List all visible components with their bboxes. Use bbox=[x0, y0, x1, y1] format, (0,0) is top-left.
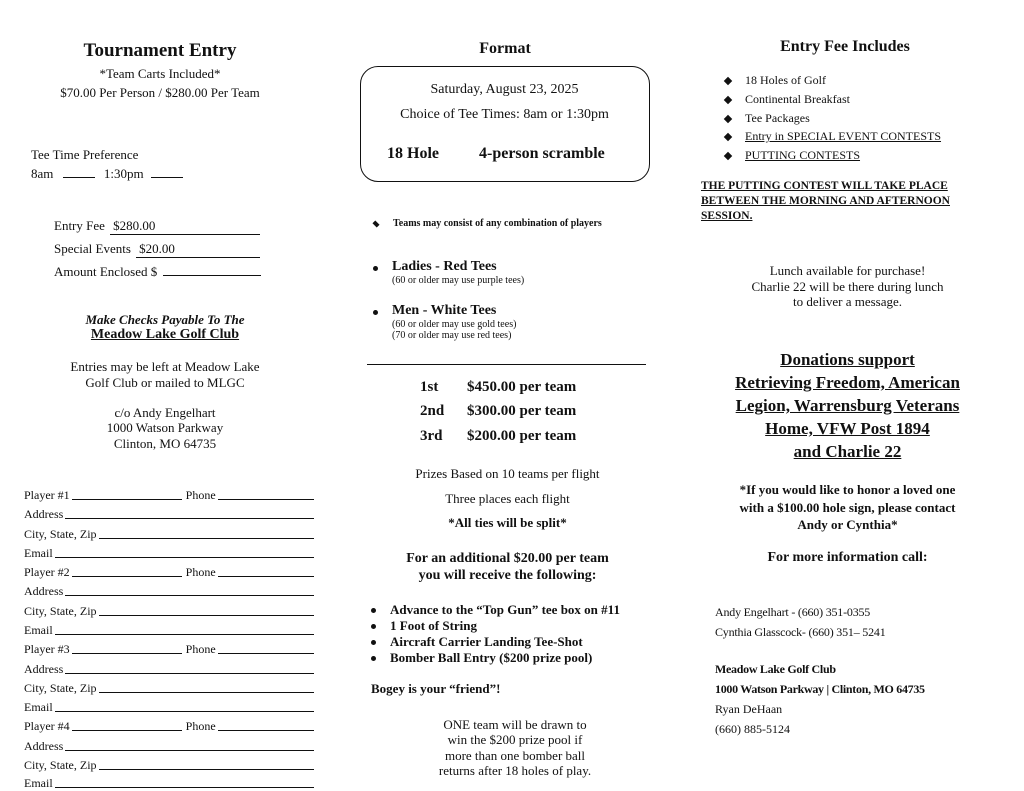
player-4-email-row[interactable] bbox=[24, 772, 314, 791]
price-line: $70.00 Per Person / $280.00 Per Team bbox=[60, 85, 260, 100]
honor-line2: with a $100.00 hole sign, please contact bbox=[739, 500, 956, 515]
special-events-value[interactable]: $20.00 bbox=[136, 241, 260, 258]
player-1-label: Player #1 bbox=[24, 488, 70, 502]
teams-note-item bbox=[373, 218, 602, 229]
drawn-line4: returns after 18 holes of play. bbox=[438, 763, 592, 778]
player-3-phone-line[interactable] bbox=[218, 653, 314, 654]
extra-item-1 bbox=[371, 602, 620, 618]
bullet-icon bbox=[724, 96, 732, 104]
player-3-row[interactable] bbox=[24, 638, 314, 657]
men-tees: Men - White Tees bbox=[392, 303, 497, 318]
fee-item-label-5: PUTTING CONTESTS bbox=[745, 148, 861, 162]
lunch-line2: Charlie 22 will be there during lunch bbox=[751, 279, 944, 294]
special-events-row bbox=[54, 241, 260, 258]
fee-item-label-3: Tee Packages bbox=[745, 111, 810, 125]
bullet-icon bbox=[724, 77, 732, 85]
club-contact-address: 1000 Watson Parkway | Clinton, MO 64735 bbox=[715, 682, 925, 696]
player-1-address-row[interactable] bbox=[24, 503, 314, 522]
men-item bbox=[373, 303, 516, 341]
format-title: Format bbox=[479, 40, 531, 57]
donations-line3: Legion, Warrensburg Veterans bbox=[735, 396, 960, 415]
putting-line3: SESSION. bbox=[701, 210, 753, 222]
player-3-phone-label: Phone bbox=[185, 642, 216, 656]
bullet-icon bbox=[372, 220, 379, 227]
men-note-1: (60 or older may use gold tees) bbox=[392, 319, 517, 330]
addr-line1: c/o Andy Engelhart bbox=[114, 405, 216, 420]
player-2-city-row[interactable] bbox=[24, 600, 314, 619]
ladies-note: (60 or older may use purple tees) bbox=[392, 275, 525, 286]
amount-enclosed-label: Amount Enclosed $ bbox=[54, 264, 158, 279]
fee-item-label-4: Entry in SPECIAL EVENT CONTESTS bbox=[745, 129, 942, 143]
extra-item-2 bbox=[371, 618, 477, 634]
bullet-icon bbox=[373, 310, 378, 315]
player-4-address-line[interactable] bbox=[65, 750, 314, 751]
format-column bbox=[340, 0, 685, 791]
ties-note: *All ties will be split* bbox=[448, 515, 567, 530]
drawn-line3: more than one bomber ball bbox=[444, 748, 586, 763]
tee-choice-row bbox=[31, 166, 183, 182]
player-4-city-label: City, State, Zip bbox=[24, 758, 97, 772]
lunch-line3: to deliver a message. bbox=[792, 294, 902, 309]
player-4-phone-label: Phone bbox=[185, 719, 216, 733]
donations-line4: Home, VFW Post 1894 bbox=[765, 419, 930, 438]
contact-cynthia: Cynthia Glasscock- (660) 351– 5241 bbox=[715, 625, 886, 639]
player-4-address-row[interactable] bbox=[24, 735, 314, 754]
player-4-email-line[interactable] bbox=[55, 787, 314, 788]
player-2-city-line[interactable] bbox=[99, 615, 314, 616]
player-1-city-line[interactable] bbox=[99, 538, 314, 539]
entries-line2: Golf Club or mailed to MLGC bbox=[85, 375, 245, 390]
player-3-label: Player #3 bbox=[24, 642, 70, 656]
fee-item-4 bbox=[725, 129, 941, 144]
player-1-city-row[interactable] bbox=[24, 523, 314, 542]
player-1-email-label: Email bbox=[24, 546, 53, 560]
player-4-city-row[interactable] bbox=[24, 754, 314, 773]
bullet-icon bbox=[373, 266, 378, 271]
carts-note: *Team Carts Included* bbox=[99, 66, 221, 81]
fee-item-3 bbox=[725, 111, 810, 126]
prize-place-2: 2nd bbox=[420, 403, 445, 419]
player-1-phone-label: Phone bbox=[185, 488, 216, 502]
player-1-address-line[interactable] bbox=[65, 518, 314, 519]
player-3-city-row[interactable] bbox=[24, 677, 314, 696]
prizes-based: Prizes Based on 10 teams per flight bbox=[415, 466, 600, 481]
entry-column bbox=[0, 0, 330, 791]
fee-item-label-1: 18 Holes of Golf bbox=[745, 73, 826, 87]
fee-item-label-2: Continental Breakfast bbox=[745, 92, 850, 106]
addr-line2: 1000 Watson Parkway bbox=[106, 420, 224, 435]
section-divider bbox=[367, 364, 646, 365]
format-box bbox=[360, 66, 650, 182]
prize-amount-2: $300.00 per team bbox=[467, 403, 577, 419]
player-3-line[interactable] bbox=[72, 653, 182, 654]
honor-line1: *If you would like to honor a loved one bbox=[739, 482, 956, 497]
bullet-icon bbox=[371, 656, 376, 661]
entry-fee-value[interactable]: $280.00 bbox=[110, 218, 260, 235]
player-4-email-label: Email bbox=[24, 776, 53, 790]
fee-column bbox=[695, 0, 1024, 791]
prize-amount-1: $450.00 per team bbox=[467, 379, 577, 395]
extra-label-4: Bomber Ball Entry ($200 prize pool) bbox=[390, 650, 593, 665]
scramble-label: 4-person scramble bbox=[479, 145, 605, 162]
player-4-phone-line[interactable] bbox=[218, 730, 314, 731]
amount-enclosed-blank[interactable] bbox=[163, 264, 261, 276]
putting-line1: THE PUTTING CONTEST WILL TAKE PLACE bbox=[701, 180, 948, 192]
player-2-phone-label: Phone bbox=[185, 565, 216, 579]
extra-label-1: Advance to the “Top Gun” tee box on #11 bbox=[390, 602, 620, 617]
ladies-tees: Ladies - Red Tees bbox=[392, 259, 497, 274]
fee-item-5 bbox=[725, 148, 860, 163]
tee-8am-blank[interactable] bbox=[63, 166, 95, 178]
player-2-label: Player #2 bbox=[24, 565, 70, 579]
player-4-row[interactable] bbox=[24, 715, 314, 734]
event-date: Saturday, August 23, 2025 bbox=[430, 82, 579, 97]
bullet-icon bbox=[371, 640, 376, 645]
player-1-phone-line[interactable] bbox=[218, 499, 314, 500]
donations-line2: Retrieving Freedom, American bbox=[735, 373, 960, 392]
fee-title: Entry Fee Includes bbox=[780, 38, 910, 55]
player-1-address-label: Address bbox=[24, 507, 64, 521]
donations-line5: and Charlie 22 bbox=[793, 442, 902, 461]
player-4-line[interactable] bbox=[72, 730, 182, 731]
contact-ryan-phone: (660) 885-5124 bbox=[715, 722, 790, 736]
player-2-city-label: City, State, Zip bbox=[24, 604, 97, 618]
player-1-city-label: City, State, Zip bbox=[24, 527, 97, 541]
player-3-address-row[interactable] bbox=[24, 658, 314, 677]
club-contact-name: Meadow Lake Golf Club bbox=[715, 662, 836, 676]
ladies-item bbox=[373, 259, 524, 286]
player-2-email-row[interactable] bbox=[24, 619, 314, 638]
extra-label-3: Aircraft Carrier Landing Tee-Shot bbox=[390, 634, 583, 649]
player-3-city-line[interactable] bbox=[99, 692, 314, 693]
player-1-line[interactable] bbox=[72, 499, 182, 500]
entry-fee-row bbox=[54, 218, 260, 235]
player-2-phone-line[interactable] bbox=[218, 576, 314, 577]
men-note-2: (70 or older may use red tees) bbox=[392, 330, 512, 341]
player-2-row[interactable] bbox=[24, 561, 314, 580]
amount-enclosed-row bbox=[54, 264, 261, 280]
player-3-address-label: Address bbox=[24, 662, 64, 676]
player-4-city-line[interactable] bbox=[99, 769, 314, 770]
tee-pref-label: Tee Time Preference bbox=[31, 147, 139, 162]
checks-payable: Make Checks Payable To The bbox=[85, 312, 245, 327]
extra-label-2: 1 Foot of String bbox=[390, 618, 478, 633]
player-3-city-label: City, State, Zip bbox=[24, 681, 97, 695]
entries-line1: Entries may be left at Meadow Lake bbox=[70, 359, 260, 374]
prize-place-1: 1st bbox=[420, 379, 439, 395]
player-1-row[interactable] bbox=[24, 484, 314, 503]
more-info: For more information call: bbox=[767, 550, 928, 565]
contact-andy: Andy Engelhart - (660) 351-0355 bbox=[715, 605, 871, 619]
bullet-icon bbox=[724, 152, 732, 160]
drawn-line1: ONE team will be drawn to bbox=[443, 717, 587, 732]
honor-line3: Andy or Cynthia* bbox=[797, 517, 898, 532]
player-2-email-label: Email bbox=[24, 623, 53, 637]
bullet-icon bbox=[371, 624, 376, 629]
addr-line3: Clinton, MO 64735 bbox=[113, 436, 217, 451]
teams-note: Teams may consist of any combination of players bbox=[393, 218, 602, 229]
bullet-icon bbox=[724, 133, 732, 141]
tee-130-label: 1:30pm bbox=[103, 166, 144, 181]
tee-8am-label: 8am bbox=[31, 166, 54, 181]
tee-130-blank[interactable] bbox=[151, 166, 183, 178]
extra-item-4 bbox=[371, 650, 592, 666]
player-3-address-line[interactable] bbox=[65, 673, 314, 674]
tee-times: Choice of Tee Times: 8am or 1:30pm bbox=[400, 107, 609, 122]
fee-item-1 bbox=[725, 73, 826, 88]
entry-title: Tournament Entry bbox=[83, 40, 237, 61]
player-1-email-row[interactable] bbox=[24, 542, 314, 561]
additional-line1: For an additional $20.00 per team bbox=[406, 551, 609, 566]
bullet-icon bbox=[724, 115, 732, 123]
putting-line2: BETWEEN THE MORNING AND AFTERNOON bbox=[701, 195, 950, 207]
player-2-address-line[interactable] bbox=[65, 595, 314, 596]
player-2-address-row[interactable] bbox=[24, 580, 314, 599]
donations-line1: Donations support bbox=[780, 350, 915, 369]
player-2-line[interactable] bbox=[72, 576, 182, 577]
special-events-label: Special Events bbox=[54, 241, 131, 256]
prize-place-3: 3rd bbox=[420, 428, 443, 444]
contact-ryan: Ryan DeHaan bbox=[715, 702, 783, 716]
player-1-email-line[interactable] bbox=[55, 557, 314, 558]
player-4-address-label: Address bbox=[24, 739, 64, 753]
player-3-email-row[interactable] bbox=[24, 696, 314, 715]
player-3-email-label: Email bbox=[24, 700, 53, 714]
player-2-address-label: Address bbox=[24, 584, 64, 598]
entry-fee-label: Entry Fee bbox=[54, 218, 105, 233]
three-places: Three places each flight bbox=[445, 491, 570, 506]
fee-item-2 bbox=[725, 92, 850, 107]
extra-item-3 bbox=[371, 634, 583, 650]
additional-line2: you will receive the following: bbox=[418, 568, 597, 583]
player-2-email-line[interactable] bbox=[55, 634, 314, 635]
drawn-line2: win the $200 prize pool if bbox=[447, 732, 583, 747]
bullet-icon bbox=[371, 608, 376, 613]
holes-label: 18 Hole bbox=[387, 145, 439, 162]
prize-amount-3: $200.00 per team bbox=[467, 428, 577, 444]
lunch-line1: Lunch available for purchase! bbox=[769, 263, 926, 278]
player-3-email-line[interactable] bbox=[55, 711, 314, 712]
bogey-note: Bogey is your “friend”! bbox=[371, 681, 501, 696]
club-name: Meadow Lake Golf Club bbox=[90, 327, 240, 342]
player-4-label: Player #4 bbox=[24, 719, 70, 733]
